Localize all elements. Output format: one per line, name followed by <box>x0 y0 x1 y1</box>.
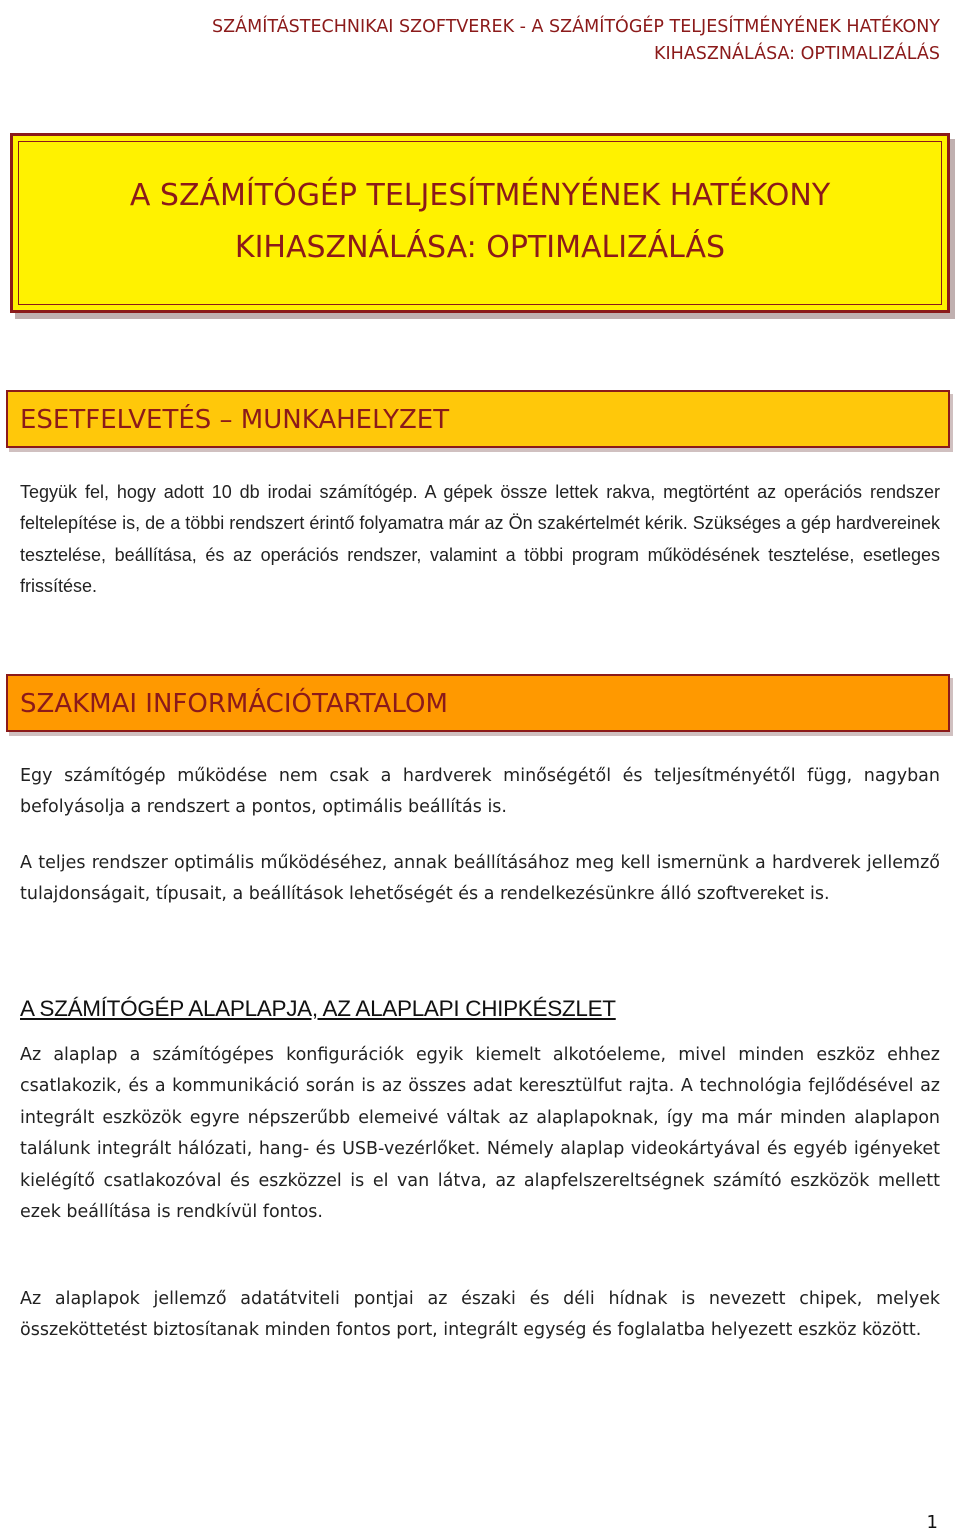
document-title-line-1: A SZÁMÍTÓGÉP TELJESÍTMÉNYÉNEK HATÉKONY <box>129 178 831 213</box>
motherboard-paragraph-2: Az alaplapok jellemző adatátviteli pontjai az északi és déli hídnak is nevezett chipek, melyek összeköttetést biztosítanak minden fontos port, integrált egység és foglalatba helyezett eszköz között. <box>20 1289 940 1341</box>
info-paragraph-2: A teljes rendszer optimális működéséhez, annak beállításához meg kell ismernünk a hardverek jellemző tulajdonságait, típusait, a beállítások lehetőségét és a rendelkezésünkre álló szoftvereket is. <box>20 853 940 905</box>
section-heading-case-text: ESETFELVETÉS – MUNKAHELYZET <box>20 405 450 435</box>
case-paragraph: Tegyük fel, hogy adott 10 db irodai számítógép. A gépek össze lettek rakva, megtörtént az operációs rendszer feltelepítése is, de a többi rendszert érintő folyamatra már az Ön szakértelmét kérik. Szükséges a gép hardvereinek tesztelése, beállítása, és az operációs rendszer, valamint a többi program működésének tesztelése, esetleges frissítése. <box>20 482 940 597</box>
section-heading-info <box>6 674 950 732</box>
title-box <box>10 133 950 313</box>
motherboard-paragraph-1: Az alaplap a számítógépes konfigurációk egyik kiemelt alkotóeleme, mivel minden eszköz ehhez csatlakozik, és a kommunikáció során is az összes adat keresztülfut rajta. A technológia fejlődésével az integrált eszközök egyre népszerűbb elemeivé váltak az alaplapoknak, így ma már minden alaplapon találunk integrált hálózati, hang- és USB-vezérlőket. Némely alaplap videokártyával és egyéb igényeket kielégítő csatlakozóval és eszközzel is el van látva, az alapfelszereltségnek számító eszközök mellett ezek beállítása is rendkívül fontos. <box>20 1045 940 1223</box>
running-header <box>40 14 940 68</box>
info-paragraph-1: Egy számítógép működése nem csak a hardverek minőségétől és teljesítményétől függ, nagyban befolyásolja a rendszert a pontos, optimális beállítás is. <box>20 766 940 818</box>
motherboard-heading: A SZÁMÍTÓGÉP ALAPLAPJA, AZ ALAPLAPI CHIPKÉSZLET <box>20 996 616 1021</box>
page-number: 1 <box>926 1512 938 1533</box>
running-header-line-2: KIHASZNÁLÁSA: OPTIMALIZÁLÁS <box>654 44 940 64</box>
document-title-line-2: KIHASZNÁLÁSA: OPTIMALIZÁLÁS <box>234 230 726 265</box>
running-header-line-1: SZÁMÍTÁSTECHNIKAI SZOFTVEREK - A SZÁMÍTÓGÉP TELJESÍTMÉNYÉNEK HATÉKONY <box>212 17 940 37</box>
section-heading-info-text: SZAKMAI INFORMÁCIÓTARTALOM <box>20 689 448 719</box>
document-title <box>13 170 947 274</box>
section-heading-case <box>6 390 950 448</box>
